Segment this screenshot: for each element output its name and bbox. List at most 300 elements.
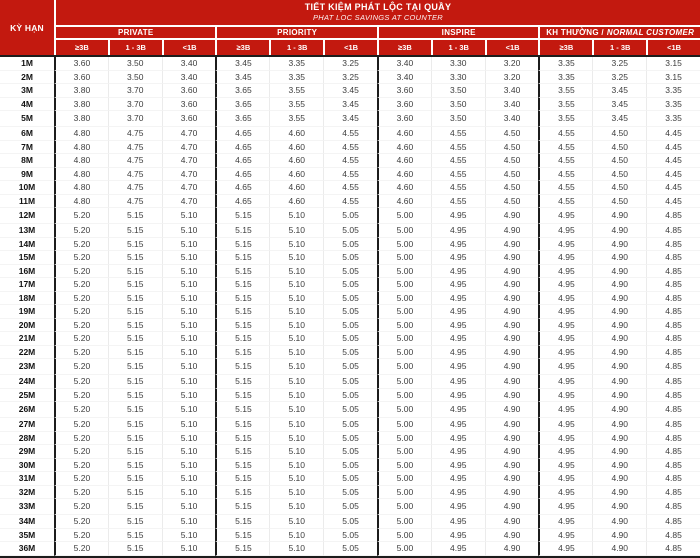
- rate-cell: 4.90: [592, 319, 646, 333]
- rate-cell: 4.95: [538, 445, 592, 459]
- rate-cell: 4.95: [431, 375, 485, 389]
- rate-cell: 5.10: [269, 359, 323, 375]
- rate-cell: 4.75: [108, 154, 162, 168]
- rate-cell: 5.15: [108, 472, 162, 486]
- rate-cell: 5.05: [323, 319, 377, 333]
- rate-cell: 4.95: [538, 278, 592, 292]
- rate-cell: 4.95: [538, 472, 592, 486]
- rate-cell: 3.80: [54, 98, 108, 112]
- term-cell: 20M: [0, 319, 54, 333]
- rate-cell: 3.20: [485, 71, 539, 85]
- rate-cell: 4.45: [646, 154, 700, 168]
- rate-cell: 4.95: [538, 529, 592, 543]
- rate-cell: 4.90: [485, 278, 539, 292]
- rate-table-body: [0, 57, 700, 558]
- rate-cell: 4.95: [538, 305, 592, 319]
- rate-cell: 4.85: [646, 224, 700, 238]
- tier-header: <1B: [162, 40, 216, 55]
- rate-cell: 4.90: [592, 278, 646, 292]
- rate-cell: 4.60: [269, 127, 323, 141]
- rate-cell: 5.10: [269, 251, 323, 265]
- rate-cell: 4.85: [646, 499, 700, 515]
- rate-cell: 5.10: [269, 319, 323, 333]
- rate-cell: 5.20: [54, 515, 108, 529]
- customer-group-header: [215, 27, 377, 40]
- rate-cell: 4.65: [215, 195, 269, 209]
- rate-cell: 4.90: [592, 542, 646, 556]
- rate-cell: 4.90: [592, 418, 646, 432]
- rate-cell: 5.15: [108, 459, 162, 473]
- rate-cell: 4.80: [54, 168, 108, 182]
- rate-cell: 5.00: [377, 529, 431, 543]
- rate-cell: 4.85: [646, 472, 700, 486]
- rate-cell: 5.20: [54, 418, 108, 432]
- rate-cell: 5.10: [162, 529, 216, 543]
- rate-cell: 4.50: [592, 195, 646, 209]
- rate-cell: 5.00: [377, 499, 431, 515]
- rate-cell: 5.10: [269, 278, 323, 292]
- rate-cell: 5.10: [162, 332, 216, 346]
- rate-cell: 4.60: [377, 141, 431, 155]
- rate-cell: 5.10: [162, 375, 216, 389]
- rate-cell: 5.10: [162, 238, 216, 252]
- tier-header: 1 - 3B: [269, 40, 323, 55]
- rate-cell: 4.90: [485, 359, 539, 375]
- table-row: [0, 168, 700, 182]
- rate-cell: 4.55: [538, 154, 592, 168]
- rate-cell: 4.50: [592, 127, 646, 141]
- rate-cell: 4.65: [215, 168, 269, 182]
- rate-cell: 3.35: [646, 84, 700, 98]
- rate-cell: 5.20: [54, 292, 108, 306]
- rate-cell: 4.75: [108, 168, 162, 182]
- rate-cell: 5.05: [323, 208, 377, 224]
- term-cell: 29M: [0, 445, 54, 459]
- rate-cell: 3.50: [108, 57, 162, 71]
- rate-cell: 4.85: [646, 332, 700, 346]
- rate-cell: 3.35: [646, 111, 700, 127]
- rate-cell: 4.75: [108, 141, 162, 155]
- rate-cell: 5.05: [323, 332, 377, 346]
- rate-cell: 4.90: [592, 305, 646, 319]
- rate-cell: 3.55: [538, 98, 592, 112]
- rate-cell: 5.15: [108, 359, 162, 375]
- rate-cell: 5.10: [162, 305, 216, 319]
- rate-cell: 4.90: [485, 432, 539, 446]
- rate-cell: 4.75: [108, 181, 162, 195]
- term-cell: 33M: [0, 499, 54, 515]
- rate-cell: 5.05: [323, 486, 377, 500]
- rate-cell: 5.00: [377, 515, 431, 529]
- rate-cell: 5.00: [377, 265, 431, 279]
- rate-cell: 5.10: [162, 208, 216, 224]
- rate-cell: 4.85: [646, 542, 700, 556]
- rate-cell: 4.95: [538, 208, 592, 224]
- rate-cell: 5.15: [215, 251, 269, 265]
- rate-cell: 5.05: [323, 238, 377, 252]
- table-row: [0, 472, 700, 486]
- rate-cell: 5.20: [54, 238, 108, 252]
- rate-cell: 3.35: [538, 57, 592, 71]
- rate-cell: 5.05: [323, 445, 377, 459]
- rate-cell: 5.15: [215, 402, 269, 418]
- rate-cell: 4.90: [592, 515, 646, 529]
- rate-cell: 3.55: [269, 98, 323, 112]
- rate-cell: 5.15: [108, 305, 162, 319]
- rate-cell: 4.85: [646, 265, 700, 279]
- table-row: [0, 127, 700, 141]
- rate-cell: 4.45: [646, 195, 700, 209]
- rate-cell: 5.15: [108, 224, 162, 238]
- rate-cell: 5.10: [269, 389, 323, 403]
- rate-cell: 4.90: [485, 305, 539, 319]
- rate-cell: 4.90: [592, 472, 646, 486]
- table-row: [0, 542, 700, 556]
- table-row: [0, 486, 700, 500]
- rate-cell: 5.10: [162, 389, 216, 403]
- rate-cell: 4.95: [431, 389, 485, 403]
- rate-cell: 4.60: [269, 154, 323, 168]
- rate-cell: 5.20: [54, 208, 108, 224]
- rate-cell: 4.90: [485, 445, 539, 459]
- rate-cell: 5.20: [54, 432, 108, 446]
- rate-cell: 5.10: [269, 305, 323, 319]
- rate-cell: 4.60: [377, 195, 431, 209]
- rate-cell: 4.90: [592, 445, 646, 459]
- rate-cell: 4.90: [592, 265, 646, 279]
- rate-cell: 4.45: [646, 141, 700, 155]
- rate-cell: 5.05: [323, 472, 377, 486]
- rate-cell: 4.95: [431, 224, 485, 238]
- rate-cell: 4.55: [538, 141, 592, 155]
- rate-cell: 5.00: [377, 208, 431, 224]
- rate-cell: 5.20: [54, 529, 108, 543]
- rate-cell: 4.55: [323, 181, 377, 195]
- rate-cell: 5.05: [323, 432, 377, 446]
- rate-cell: 4.85: [646, 445, 700, 459]
- rate-cell: 4.90: [485, 238, 539, 252]
- rate-cell: 4.90: [485, 208, 539, 224]
- rate-cell: 4.90: [592, 486, 646, 500]
- rate-cell: 3.45: [592, 111, 646, 127]
- table-row: [0, 389, 700, 403]
- rate-cell: 5.00: [377, 305, 431, 319]
- term-cell: 10M: [0, 181, 54, 195]
- rate-cell: 5.05: [323, 278, 377, 292]
- rate-cell: 5.20: [54, 278, 108, 292]
- rate-cell: 4.85: [646, 238, 700, 252]
- rate-cell: 4.50: [592, 154, 646, 168]
- rate-cell: 3.45: [323, 111, 377, 127]
- term-cell: 21M: [0, 332, 54, 346]
- rate-cell: 5.10: [162, 359, 216, 375]
- rate-cell: 5.15: [215, 332, 269, 346]
- tier-header: ≥3B: [54, 40, 108, 55]
- rate-cell: 4.95: [431, 529, 485, 543]
- group-label: INSPIRE: [441, 28, 476, 37]
- rate-cell: 4.95: [431, 499, 485, 515]
- rate-cell: 5.15: [215, 432, 269, 446]
- rate-cell: 5.20: [54, 472, 108, 486]
- table-row: [0, 224, 700, 238]
- rate-cell: 5.00: [377, 402, 431, 418]
- rate-cell: 4.95: [431, 486, 485, 500]
- rate-cell: 4.65: [215, 127, 269, 141]
- rate-cell: 5.20: [54, 305, 108, 319]
- rate-cell: 5.20: [54, 445, 108, 459]
- rate-cell: 5.10: [269, 418, 323, 432]
- rate-cell: 5.10: [162, 418, 216, 432]
- term-cell: 14M: [0, 238, 54, 252]
- rate-cell: 5.20: [54, 402, 108, 418]
- rate-cell: 4.95: [538, 486, 592, 500]
- rate-cell: 4.95: [538, 359, 592, 375]
- rate-cell: 5.10: [162, 445, 216, 459]
- table-row: [0, 278, 700, 292]
- term-cell: 18M: [0, 292, 54, 306]
- rate-cell: 4.85: [646, 515, 700, 529]
- rate-cell: 4.55: [538, 181, 592, 195]
- tier-header: ≥3B: [215, 40, 269, 55]
- rate-cell: 4.90: [592, 432, 646, 446]
- rate-cell: 4.55: [538, 127, 592, 141]
- rate-cell: 4.60: [377, 168, 431, 182]
- rate-cell: 4.95: [538, 292, 592, 306]
- rate-cell: 4.50: [485, 168, 539, 182]
- term-cell: 27M: [0, 418, 54, 432]
- rate-cell: 5.05: [323, 402, 377, 418]
- rate-cell: 5.10: [269, 542, 323, 556]
- rate-cell: 5.15: [108, 432, 162, 446]
- rate-cell: 3.55: [538, 84, 592, 98]
- rate-cell: 5.15: [215, 208, 269, 224]
- rate-cell: 4.90: [592, 292, 646, 306]
- rate-cell: 4.95: [538, 515, 592, 529]
- rate-cell: 5.10: [269, 529, 323, 543]
- rate-cell: 3.35: [646, 98, 700, 112]
- term-cell: 13M: [0, 224, 54, 238]
- rate-cell: 4.95: [538, 238, 592, 252]
- rate-cell: 4.90: [485, 529, 539, 543]
- rate-cell: 4.60: [269, 195, 323, 209]
- rate-cell: 4.60: [377, 127, 431, 141]
- rate-cell: 5.00: [377, 486, 431, 500]
- rate-cell: 5.10: [269, 459, 323, 473]
- rate-cell: 4.95: [431, 542, 485, 556]
- term-cell: 30M: [0, 459, 54, 473]
- rate-cell: 4.85: [646, 305, 700, 319]
- table-row: [0, 154, 700, 168]
- table-row: [0, 141, 700, 155]
- rate-cell: 5.05: [323, 375, 377, 389]
- rate-cell: 5.10: [162, 346, 216, 360]
- table-subtitle: PHAT LOC SAVINGS AT COUNTER: [312, 13, 444, 23]
- rate-cell: 5.15: [215, 515, 269, 529]
- rate-cell: 4.90: [485, 319, 539, 333]
- rate-cell: 5.15: [108, 418, 162, 432]
- rate-cell: 5.00: [377, 472, 431, 486]
- rate-cell: 4.80: [54, 181, 108, 195]
- rate-cell: 5.00: [377, 292, 431, 306]
- term-cell: 6M: [0, 127, 54, 141]
- rate-cell: 4.60: [269, 168, 323, 182]
- rate-cell: 3.50: [108, 71, 162, 85]
- rate-cell: 5.15: [215, 389, 269, 403]
- rate-cell: 3.25: [323, 71, 377, 85]
- rate-cell: 5.10: [162, 472, 216, 486]
- rate-cell: 5.15: [108, 346, 162, 360]
- rate-cell: 5.15: [215, 292, 269, 306]
- rate-cell: 5.05: [323, 251, 377, 265]
- rate-cell: 4.85: [646, 459, 700, 473]
- rate-cell: 4.50: [485, 127, 539, 141]
- rate-cell: 5.10: [269, 402, 323, 418]
- rate-cell: 5.10: [162, 432, 216, 446]
- rate-cell: 4.55: [538, 195, 592, 209]
- rate-cell: 5.15: [215, 418, 269, 432]
- rate-cell: 5.20: [54, 459, 108, 473]
- table-row: [0, 71, 700, 85]
- rate-cell: 4.95: [538, 389, 592, 403]
- rate-cell: 4.90: [592, 402, 646, 418]
- rate-cell: 4.95: [431, 305, 485, 319]
- rate-cell: 5.10: [269, 346, 323, 360]
- rate-cell: 3.80: [54, 111, 108, 127]
- table-row: [0, 305, 700, 319]
- rate-cell: 3.45: [592, 84, 646, 98]
- rate-cell: 4.95: [431, 251, 485, 265]
- rate-cell: 5.15: [108, 486, 162, 500]
- table-row: [0, 445, 700, 459]
- rate-cell: 5.10: [269, 224, 323, 238]
- rate-cell: 4.55: [431, 141, 485, 155]
- rate-cell: 4.85: [646, 359, 700, 375]
- term-cell: 32M: [0, 486, 54, 500]
- rate-cell: 4.85: [646, 418, 700, 432]
- rate-cell: 5.10: [269, 486, 323, 500]
- tier-header: <1B: [646, 40, 700, 55]
- rate-cell: 4.80: [54, 195, 108, 209]
- rate-cell: 5.15: [108, 238, 162, 252]
- rate-cell: 4.80: [54, 127, 108, 141]
- rate-cell: 5.10: [162, 265, 216, 279]
- rate-cell: 4.45: [646, 168, 700, 182]
- rate-cell: 4.90: [485, 515, 539, 529]
- rate-cell: 4.90: [592, 332, 646, 346]
- rate-cell: 4.90: [485, 332, 539, 346]
- rate-cell: 4.45: [646, 127, 700, 141]
- rate-cell: 3.45: [215, 71, 269, 85]
- rate-cell: 3.65: [215, 98, 269, 112]
- rate-cell: 4.90: [485, 224, 539, 238]
- rate-cell: 5.10: [269, 445, 323, 459]
- rate-cell: 4.55: [431, 127, 485, 141]
- rate-cell: 4.95: [431, 346, 485, 360]
- rate-cell: 3.30: [431, 71, 485, 85]
- group-label: PRIVATE: [117, 28, 154, 37]
- rate-cell: 3.65: [215, 111, 269, 127]
- rate-cell: 4.90: [485, 292, 539, 306]
- rate-cell: 4.90: [485, 402, 539, 418]
- rate-cell: 5.15: [215, 278, 269, 292]
- rate-cell: 4.90: [592, 251, 646, 265]
- rate-cell: 3.15: [646, 57, 700, 71]
- rate-cell: 5.00: [377, 432, 431, 446]
- rate-cell: 4.55: [431, 154, 485, 168]
- rate-cell: 5.20: [54, 265, 108, 279]
- tier-header: <1B: [485, 40, 539, 55]
- rate-cell: 5.10: [269, 292, 323, 306]
- rate-cell: 5.15: [215, 375, 269, 389]
- rate-cell: 3.20: [485, 57, 539, 71]
- rate-cell: 4.95: [431, 432, 485, 446]
- rate-cell: 4.85: [646, 292, 700, 306]
- rate-cell: 3.55: [538, 111, 592, 127]
- rate-cell: 4.90: [485, 389, 539, 403]
- rate-cell: 4.95: [538, 499, 592, 515]
- rate-cell: 4.50: [592, 181, 646, 195]
- table-row: [0, 332, 700, 346]
- rate-cell: 4.90: [592, 359, 646, 375]
- rate-cell: 4.95: [538, 319, 592, 333]
- rate-cell: 5.15: [108, 265, 162, 279]
- term-cell: 16M: [0, 265, 54, 279]
- term-cell: 28M: [0, 432, 54, 446]
- rate-cell: 4.70: [162, 195, 216, 209]
- rate-cell: 4.70: [162, 168, 216, 182]
- rate-cell: 4.95: [538, 375, 592, 389]
- rate-cell: 5.05: [323, 542, 377, 556]
- rate-cell: 4.90: [485, 265, 539, 279]
- rate-cell: 3.60: [377, 111, 431, 127]
- rate-cell: 5.20: [54, 375, 108, 389]
- rate-cell: 4.75: [108, 127, 162, 141]
- term-cell: 34M: [0, 515, 54, 529]
- rate-cell: 3.40: [485, 98, 539, 112]
- rate-cell: 4.85: [646, 208, 700, 224]
- table-row: [0, 208, 700, 224]
- rate-cell: 5.15: [215, 359, 269, 375]
- rate-cell: 5.00: [377, 359, 431, 375]
- rate-cell: 4.95: [431, 319, 485, 333]
- customer-group-header: [538, 27, 700, 40]
- term-cell: 7M: [0, 141, 54, 155]
- term-cell: 31M: [0, 472, 54, 486]
- rate-cell: 5.10: [269, 515, 323, 529]
- table-row: [0, 98, 700, 112]
- rate-cell: 4.85: [646, 402, 700, 418]
- rate-cell: 4.95: [538, 332, 592, 346]
- rate-cell: 3.45: [215, 57, 269, 71]
- rate-cell: 4.90: [592, 224, 646, 238]
- table-row: [0, 265, 700, 279]
- rate-cell: 3.50: [431, 98, 485, 112]
- rate-cell: 5.15: [108, 445, 162, 459]
- rate-cell: 5.00: [377, 224, 431, 238]
- table-row: [0, 359, 700, 375]
- table-row: [0, 195, 700, 209]
- rate-cell: 4.85: [646, 389, 700, 403]
- rate-cell: 4.50: [592, 168, 646, 182]
- rate-cell: 3.25: [592, 71, 646, 85]
- rate-cell: 5.05: [323, 529, 377, 543]
- rate-cell: 5.00: [377, 332, 431, 346]
- rate-cell: 4.50: [485, 154, 539, 168]
- rate-cell: 3.35: [269, 57, 323, 71]
- rate-cell: 5.00: [377, 445, 431, 459]
- rate-cell: 4.90: [485, 346, 539, 360]
- term-cell: 23M: [0, 359, 54, 375]
